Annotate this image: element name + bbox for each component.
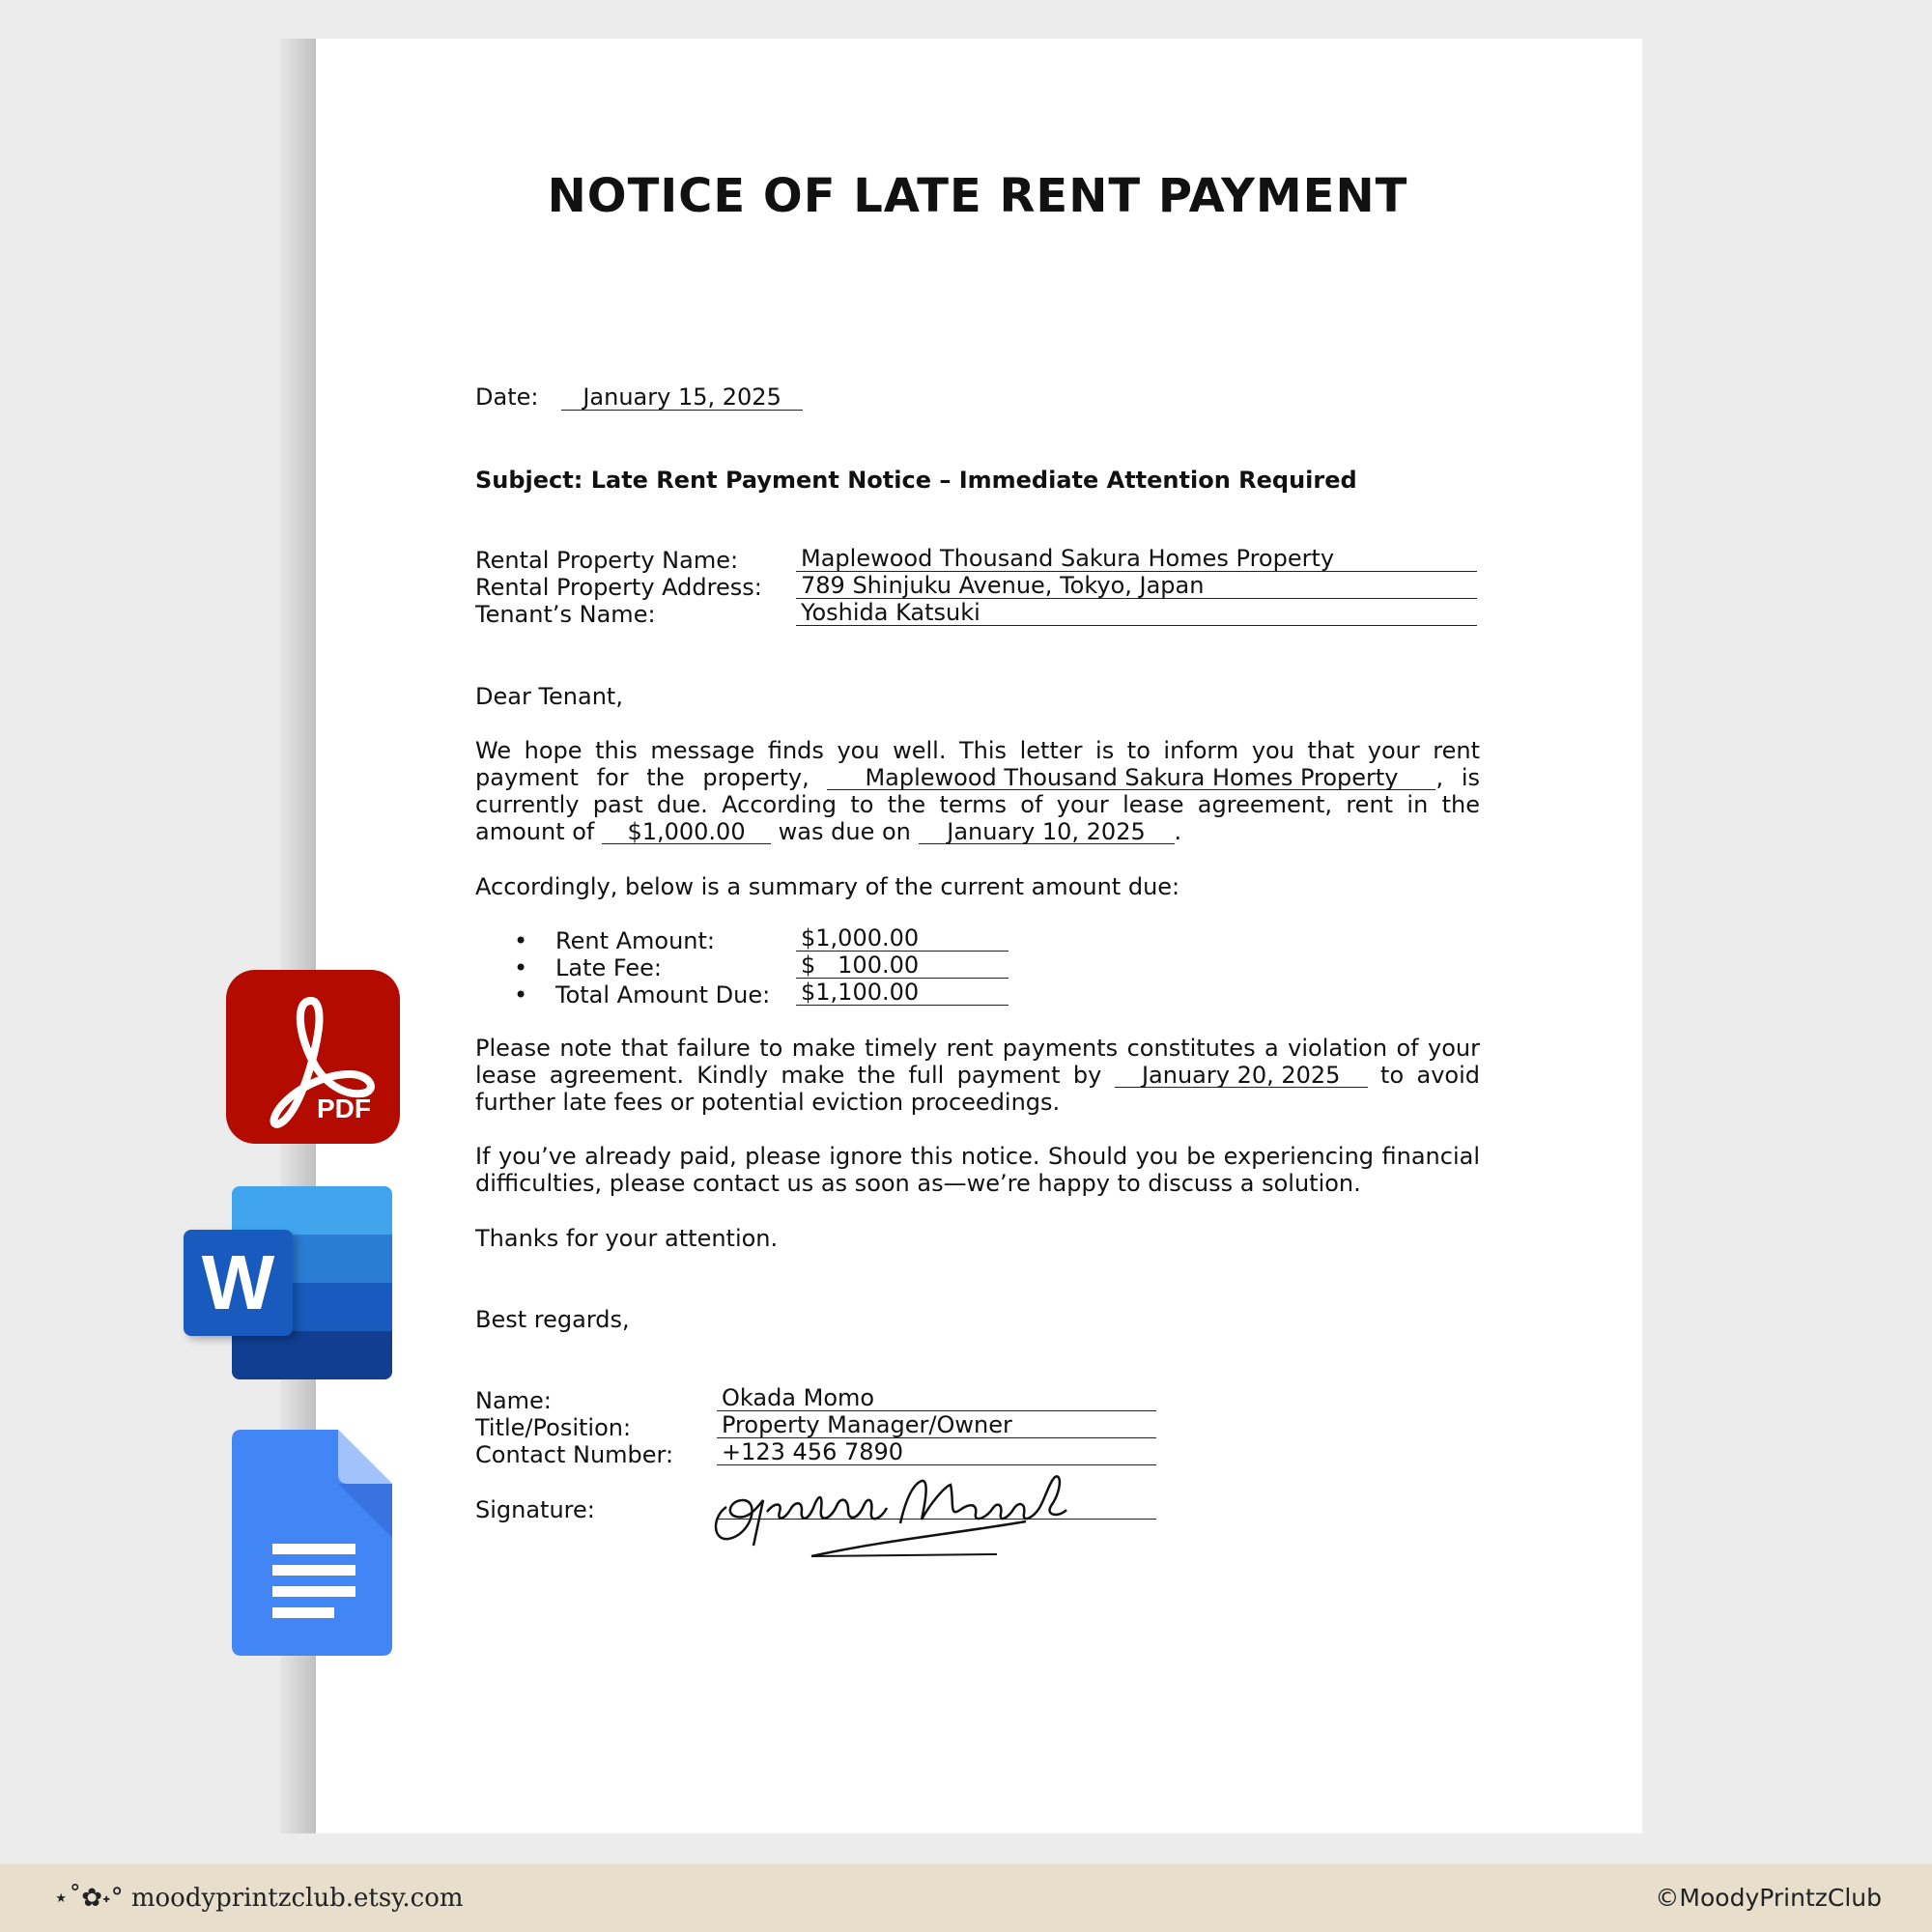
pdf-file-icon	[226, 970, 400, 1144]
document-title: NOTICE OF LATE RENT PAYMENT	[547, 169, 1408, 223]
signature-label: Signature:	[475, 1496, 595, 1523]
google-docs-icon	[232, 1430, 392, 1656]
bullet-dot: •	[514, 954, 528, 981]
word-letter-badge: W	[184, 1230, 293, 1336]
thanks-line: Thanks for your attention.	[475, 1225, 779, 1252]
field-label-property-address: Rental Property Address:	[475, 574, 762, 601]
paragraph-already-paid: If you’ve already paid, please ignore this notice. Should you be experiencing financial difficulties, please contact us as soon as—we’re happy to discuss a solution.	[475, 1143, 1480, 1197]
p1-text-2: , is currently past due. According to the terms of your lease agreement, rent in the amount of	[475, 764, 1480, 845]
signer-value-name: Okada Momo	[717, 1385, 1156, 1411]
signer-label-name: Name:	[475, 1387, 552, 1414]
date-label: Date:	[475, 384, 539, 411]
summary-value-total: $1,100.00	[796, 980, 1009, 1006]
field-label-property-name: Rental Property Name:	[475, 547, 739, 574]
p2-text-1: Please note that failure to make timely rent payments constitutes a violation of your lease agreement. Kindly make the full payment by	[475, 1035, 1480, 1089]
date-row	[475, 384, 803, 411]
signer-label-title: Title/Position:	[475, 1414, 632, 1441]
summary-value-late-fee: $ 100.00	[796, 952, 1009, 979]
signer-value-title: Property Manager/Owner	[717, 1412, 1156, 1438]
copyright: ©MoodyPrintzClub	[1655, 1884, 1882, 1912]
field-value-tenant-name: Yoshida Katsuki	[796, 600, 1477, 626]
p1-text-4: .	[1174, 818, 1182, 845]
shop-url: moodyprintzclub.etsy.com	[130, 1884, 464, 1913]
acrobat-icon	[226, 970, 400, 1144]
summary-label-total: Total Amount Due:	[555, 981, 771, 1009]
pdf-icon-label: PDF	[317, 1094, 371, 1123]
summary-label-rent: Rent Amount:	[555, 927, 716, 954]
p1-due-date-fill: January 10, 2025	[919, 820, 1175, 844]
date-value: January 15, 2025	[561, 384, 803, 411]
p1-property-fill: Maplewood Thousand Sakura Homes Property	[827, 766, 1435, 790]
subject-line: Subject: Late Rent Payment Notice – Immediate Attention Required	[475, 467, 1357, 494]
flower-icon: ⋆˚✿˖°	[53, 1884, 124, 1913]
field-label-tenant-name: Tenant’s Name:	[475, 601, 656, 628]
summary-value-rent: $1,000.00	[796, 925, 1009, 952]
summary-intro: Accordingly, below is a summary of the current amount due:	[475, 873, 1180, 900]
p2-text-2: to avoid further late fees or potential eviction proceedings.	[475, 1062, 1480, 1116]
bullet-dot: •	[514, 981, 528, 1009]
summary-label-late-fee: Late Fee:	[555, 954, 662, 981]
p2-deadline-fill: January 20, 2025	[1115, 1064, 1368, 1088]
paragraph-deadline	[475, 1035, 1480, 1116]
signature-image	[707, 1463, 1113, 1560]
signer-value-contact: +123 456 7890	[717, 1439, 1156, 1465]
p1-amount-fill: $1,000.00	[602, 820, 771, 844]
document-page	[316, 39, 1642, 1833]
signer-label-contact: Contact Number:	[475, 1441, 674, 1468]
shop-link[interactable]	[53, 1884, 464, 1913]
field-value-property-address: 789 Shinjuku Avenue, Tokyo, Japan	[796, 573, 1477, 599]
field-value-property-name: Maplewood Thousand Sakura Homes Property	[796, 546, 1477, 572]
bullet-dot: •	[514, 927, 528, 954]
p1-text-1: We hope this message finds you well. This letter is to inform you that your rent payment for the property,	[475, 737, 1480, 791]
paragraph-past-due	[475, 737, 1480, 845]
footer-bar	[0, 1864, 1932, 1932]
closing-line: Best regards,	[475, 1306, 630, 1333]
p1-text-3: was due on	[778, 818, 911, 845]
greeting: Dear Tenant,	[475, 683, 623, 710]
